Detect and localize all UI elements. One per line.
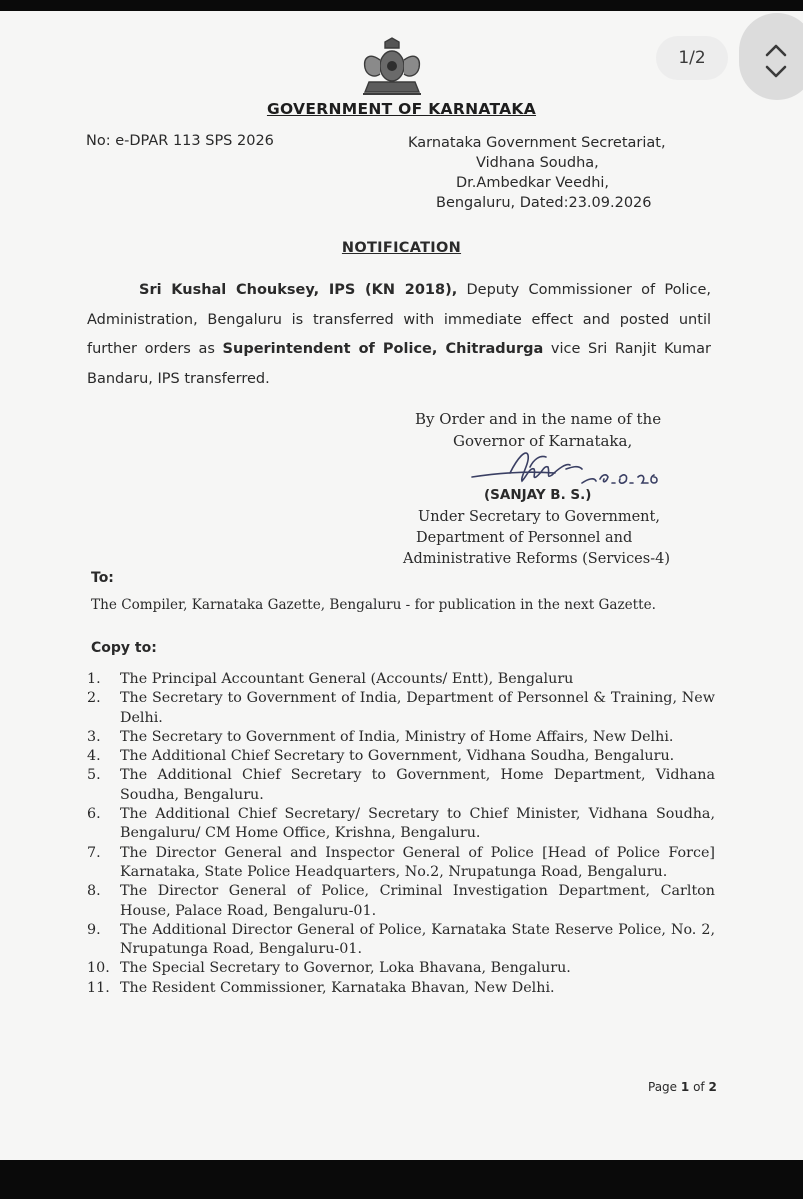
list-item	[87, 689, 715, 728]
by-order-line: Governor of Karnataka,	[453, 432, 633, 450]
list-number: 9.	[87, 921, 101, 938]
address-line: Karnataka Government Secretariat,	[408, 135, 666, 151]
list-number: 7.	[87, 844, 101, 861]
body-text: Deputy Commissioner of Police, Administration, Bengaluru is transferred with immediate effect and posted until further orders as	[87, 282, 711, 357]
list-text: The Secretary to Government of India, Department of Personnel & Training, New Delhi.	[120, 690, 715, 726]
list-item	[87, 805, 715, 844]
list-item	[87, 844, 715, 883]
reference-number: No: e-DPAR 113 SPS 2026	[86, 133, 274, 149]
designation-block	[403, 507, 670, 570]
list-item	[87, 921, 715, 960]
designation-line: Under Secretary to Government,	[418, 509, 660, 525]
list-item	[87, 670, 715, 689]
list-item	[87, 747, 715, 766]
officer-name: Sri Kushal Chouksey, IPS (KN 2018),	[139, 282, 458, 298]
government-title: GOVERNMENT OF KARNATAKA	[266, 100, 537, 118]
list-item	[87, 979, 715, 998]
karnataka-emblem-icon	[355, 36, 429, 100]
notification-heading: NOTIFICATION	[341, 240, 462, 256]
list-number: 11.	[87, 979, 110, 996]
copy-to-list	[87, 670, 715, 998]
footer-of-word: of	[693, 1080, 705, 1094]
list-number: 10.	[87, 960, 110, 977]
list-item	[87, 882, 715, 921]
notification-body	[87, 276, 711, 394]
copy-to-label: Copy to:	[91, 640, 157, 656]
posting-title: Superintendent of Police, Chitradurga	[222, 341, 544, 357]
list-number: 6.	[87, 806, 101, 823]
chevron-up-icon[interactable]	[761, 39, 791, 61]
footer-total-pages: 2	[708, 1080, 717, 1094]
to-label: To:	[91, 570, 114, 586]
list-item	[87, 728, 715, 747]
footer-page-word: Page	[648, 1080, 678, 1094]
body-text: vice Sri Ranjit Kumar Bandaru, IPS transferred.	[87, 341, 711, 387]
designation-line: Administrative Reforms (Services-4)	[403, 551, 670, 567]
list-text: The Resident Commissioner, Karnataka Bhavan, New Delhi.	[120, 979, 555, 996]
list-number: 4.	[87, 748, 101, 765]
signatory-name: (SANJAY B. S.)	[484, 487, 592, 503]
address-block	[400, 133, 700, 213]
list-text: The Principal Accountant General (Accounts/ Entt), Bengaluru	[120, 671, 574, 687]
footer-current-page: 1	[680, 1080, 690, 1094]
list-text: The Director General and Inspector General of Police [Head of Police Force] Karnataka, State Police Headquarters, No.2, Nrupatunga Road, Bengaluru.	[120, 844, 715, 880]
list-text: The Director General of Police, Criminal Investigation Department, Carlton House, Palace Road, Bengaluru-01.	[120, 883, 715, 919]
page-navigation	[739, 13, 803, 100]
list-item	[87, 959, 715, 978]
list-text: The Additional Chief Secretary/ Secretary to Chief Minister, Vidhana Soudha, Bengaluru/ CM Home Office, Krishna, Bengaluru.	[120, 806, 715, 842]
list-number: 5.	[87, 767, 101, 784]
page-footer	[648, 1080, 717, 1094]
list-text: The Additional Chief Secretary to Government, Home Department, Vidhana Soudha, Bengaluru.	[120, 767, 715, 803]
by-order-line: By Order and in the name of the	[415, 410, 662, 428]
chevron-down-icon[interactable]	[761, 61, 791, 83]
list-text: The Special Secretary to Governor, Loka Bhavana, Bengaluru.	[120, 960, 571, 977]
list-text: The Additional Director General of Police, Karnataka State Reserve Police, No. 2, Nrupatunga Road, Bengaluru-01.	[120, 921, 715, 958]
page-counter-badge: 1/2	[656, 36, 728, 80]
to-recipient: The Compiler, Karnataka Gazette, Bengaluru - for publication in the next Gazette.	[91, 597, 656, 613]
list-text: The Secretary to Government of India, Ministry of Home Affairs, New Delhi.	[120, 728, 674, 745]
list-number: 8.	[87, 883, 101, 900]
address-line: Vidhana Soudha,	[476, 155, 599, 171]
designation-line: Department of Personnel and	[416, 530, 633, 546]
top-black-bar	[0, 0, 803, 11]
list-number: 1.	[87, 671, 101, 687]
list-text: The Additional Chief Secretary to Government, Vidhana Soudha, Bengaluru.	[120, 748, 675, 765]
list-number: 2.	[87, 690, 101, 707]
address-line: Dr.Ambedkar Veedhi,	[456, 175, 610, 191]
address-line: Bengaluru, Dated:23.09.2026	[436, 195, 652, 211]
bottom-black-bar	[0, 1160, 803, 1199]
list-number: 3.	[87, 728, 101, 745]
list-item	[87, 766, 715, 805]
